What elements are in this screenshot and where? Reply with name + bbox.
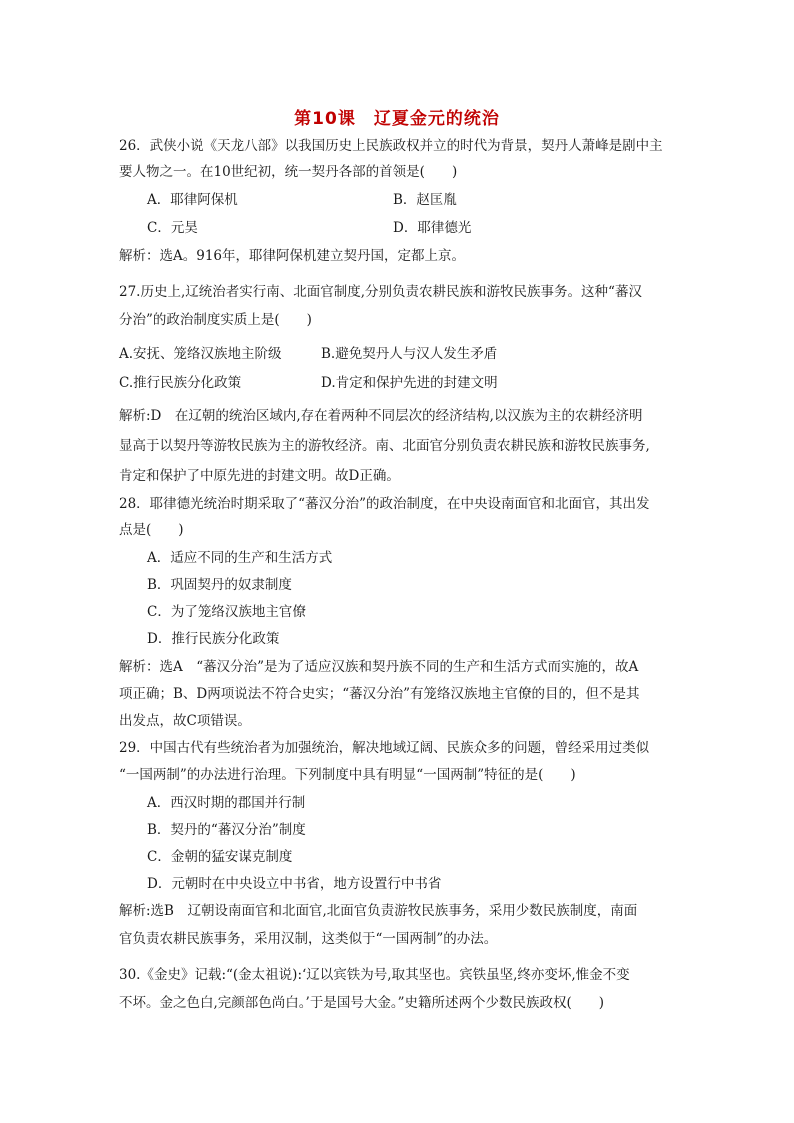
q28-stem-line1: 28．耶律德光统治时期采取了“蕃汉分治”的政治制度，在中央设南面官和北面官，其出发	[119, 496, 650, 512]
q26-stem-line2: 要人物之一。在10世纪初，统一契丹各部的首领是( )	[119, 164, 458, 180]
q27-analysis-line2: 显高于以契丹等游牧民族为主的游牧经济。南、北面官分别负责农耕民族和游牧民族事务,	[119, 438, 650, 454]
q28-option-c: C．为了笼络汉族地主官僚	[147, 604, 306, 620]
q28-analysis-line1: 解析：选A “蕃汉分治”是为了适应汉族和契丹族不同的生产和生活方式而实施的，故A	[119, 659, 639, 675]
q29-stem-line2: “一国两制”的办法进行治理。下列制度中具有明显“一国两制”特征的是( )	[119, 767, 576, 783]
q27-stem-line1: 27.历史上,辽统治者实行南、北面官制度,分别负责农耕民族和游牧民族事务。这种“蕃汉	[119, 284, 642, 300]
q26-stem-line1: 26．武侠小说《天龙八部》以我国历史上民族政权并立的时代为背景，契丹人萧峰是剧中主	[119, 138, 663, 154]
q27-analysis-line1: 解析:D 在辽朝的统治区域内,存在着两种不同层次的经济结构,以汉族为主的农耕经济明	[119, 408, 643, 424]
q28-option-b: B．巩固契丹的奴隶制度	[147, 577, 292, 593]
q29-option-c: C．金朝的猛安谋克制度	[147, 849, 293, 865]
q29-option-d: D．元朝时在中央设立中书省，地方设置行中书省	[147, 876, 442, 892]
q30-stem-line1: 30.《金史》记载:“(金太祖说):‘辽以宾铁为号,取其坚也。宾铁虽坚,终亦变坏,惟金不变	[119, 967, 630, 983]
q28-option-d: D．推行民族分化政策	[147, 631, 280, 647]
q27-option-c: C.推行民族分化政策	[119, 375, 242, 391]
q29-option-b: B．契丹的“蕃汉分治”制度	[147, 822, 306, 838]
q26-option-d: D．耶律德光	[393, 220, 472, 236]
lesson-title: 第10课 辽夏金元的统治	[294, 109, 500, 129]
q26-option-b: B．赵匡胤	[393, 192, 457, 208]
q30-stem-line2: 不坏。金之色白,完颜部色尚白。’于是国号大金。”史籍所述两个少数民族政权( )	[119, 995, 605, 1011]
q29-analysis-line2: 官负责农耕民族事务，采用汉制，这类似于“一国两制”的办法。	[119, 931, 498, 947]
q28-analysis-line3: 出发点，故C项错误。	[119, 713, 251, 729]
q27-stem-line2: 分治”的政治制度实质上是( )	[119, 312, 312, 328]
q27-option-d: D.肯定和保护先进的封建文明	[321, 375, 498, 391]
q27-option-a: A.安抚、笼络汉族地主阶级	[119, 346, 282, 362]
q26-analysis: 解析：选A。916年，耶律阿保机建立契丹国，定都上京。	[119, 248, 466, 264]
q28-option-a: A．适应不同的生产和生活方式	[147, 550, 333, 566]
q27-analysis-line3: 肯定和保护了中原先进的封建文明。故D正确。	[119, 468, 400, 484]
q26-option-c: C．元昊	[147, 220, 198, 236]
q28-analysis-line2: 项正确；B、D两项说法不符合史实；“蕃汉分治”有笼络汉族地主官僚的目的，但不是其	[119, 686, 640, 702]
q29-option-a: A．西汉时期的郡国并行制	[147, 795, 306, 811]
q27-option-b: B.避免契丹人与汉人发生矛盾	[321, 346, 498, 362]
q28-stem-line2: 点是( )	[119, 522, 184, 538]
q29-stem-line1: 29．中国古代有些统治者为加强统治，解决地域辽阔、民族众多的问题，曾经采用过类似	[119, 740, 650, 756]
q29-analysis-line1: 解析:选B 辽朝设南面官和北面官,北面官负责游牧民族事务，采用少数民族制度，南面	[119, 903, 638, 919]
q26-option-a: A．耶律阿保机	[147, 192, 238, 208]
